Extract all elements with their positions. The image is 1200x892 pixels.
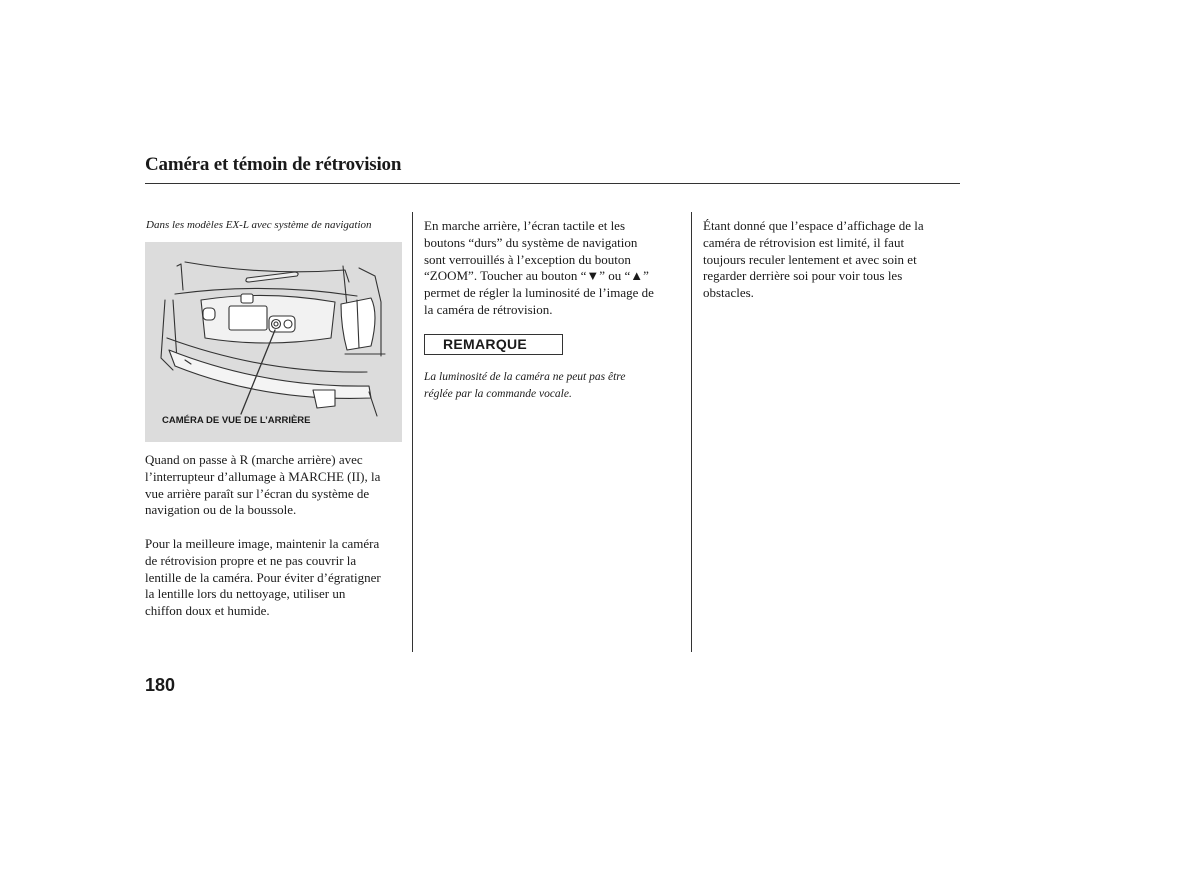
text-line: la lentille lors du nettoyage, utiliser un — [145, 586, 346, 602]
note-text — [424, 369, 625, 402]
text-line: Pour la meilleure image, maintenir la caméra — [145, 536, 380, 551]
text-line: toujours reculer lentement et avec soin et — [703, 251, 917, 267]
text-line: navigation ou de la boussole. — [145, 502, 297, 518]
vehicle-rear-camera-illustration — [145, 242, 402, 442]
text-line: regarder derrière soi pour voir tous les — [703, 268, 903, 284]
text-line: caméra de rétrovision est limité, il faut — [703, 234, 905, 250]
figure-label: CAMÉRA DE VUE DE L’ARRIÈRE — [162, 415, 311, 426]
text-line: boutons “durs” du système de navigation — [424, 234, 638, 250]
text-line: vue arrière paraît sur l’écran du système de — [145, 485, 370, 501]
text-line: lentille de la caméra. Pour éviter d’égratigner — [145, 569, 381, 585]
text-line: La luminosité de la caméra ne peut pas être — [424, 371, 626, 383]
column2-paragraph-1 — [424, 218, 654, 319]
figure-vehicle-rear — [145, 242, 402, 442]
text-line: réglée par la commande vocale. — [424, 387, 572, 400]
figure-caption: Dans les modèles EX-L avec système de navigation — [146, 219, 372, 231]
note-box — [424, 334, 563, 355]
text-line: de rétrovision propre et ne pas couvrir la — [145, 552, 357, 568]
note-label: REMARQUE — [443, 336, 528, 352]
column1-paragraph-2 — [145, 536, 381, 620]
title-rule — [145, 183, 960, 184]
text-line: Quand on passe à R (marche arrière) avec — [145, 452, 363, 467]
column1-paragraph-1 — [145, 452, 380, 519]
text-line: obstacles. — [703, 285, 754, 301]
page-title: Caméra et témoin de rétrovision — [145, 154, 402, 175]
column-divider-1 — [412, 212, 413, 652]
text-line: permet de régler la luminosité de l’image de — [424, 285, 654, 301]
column3-paragraph-1 — [703, 218, 924, 302]
page-number: 180 — [145, 675, 176, 695]
text-line: chiffon doux et humide. — [145, 603, 270, 619]
text-line: En marche arrière, l’écran tactile et les — [424, 218, 626, 233]
text-line: sont verrouillés à l’exception du bouton — [424, 251, 631, 267]
column-divider-2 — [691, 212, 692, 652]
text-line: la caméra de rétrovision. — [424, 301, 553, 317]
text-line: l’interrupteur d’allumage à MARCHE (II), la — [145, 468, 381, 484]
text-line: “ZOOM”. Toucher au bouton “▼” ou “▲” — [424, 268, 649, 284]
text-line: Étant donné que l’espace d’affichage de la — [703, 218, 924, 233]
